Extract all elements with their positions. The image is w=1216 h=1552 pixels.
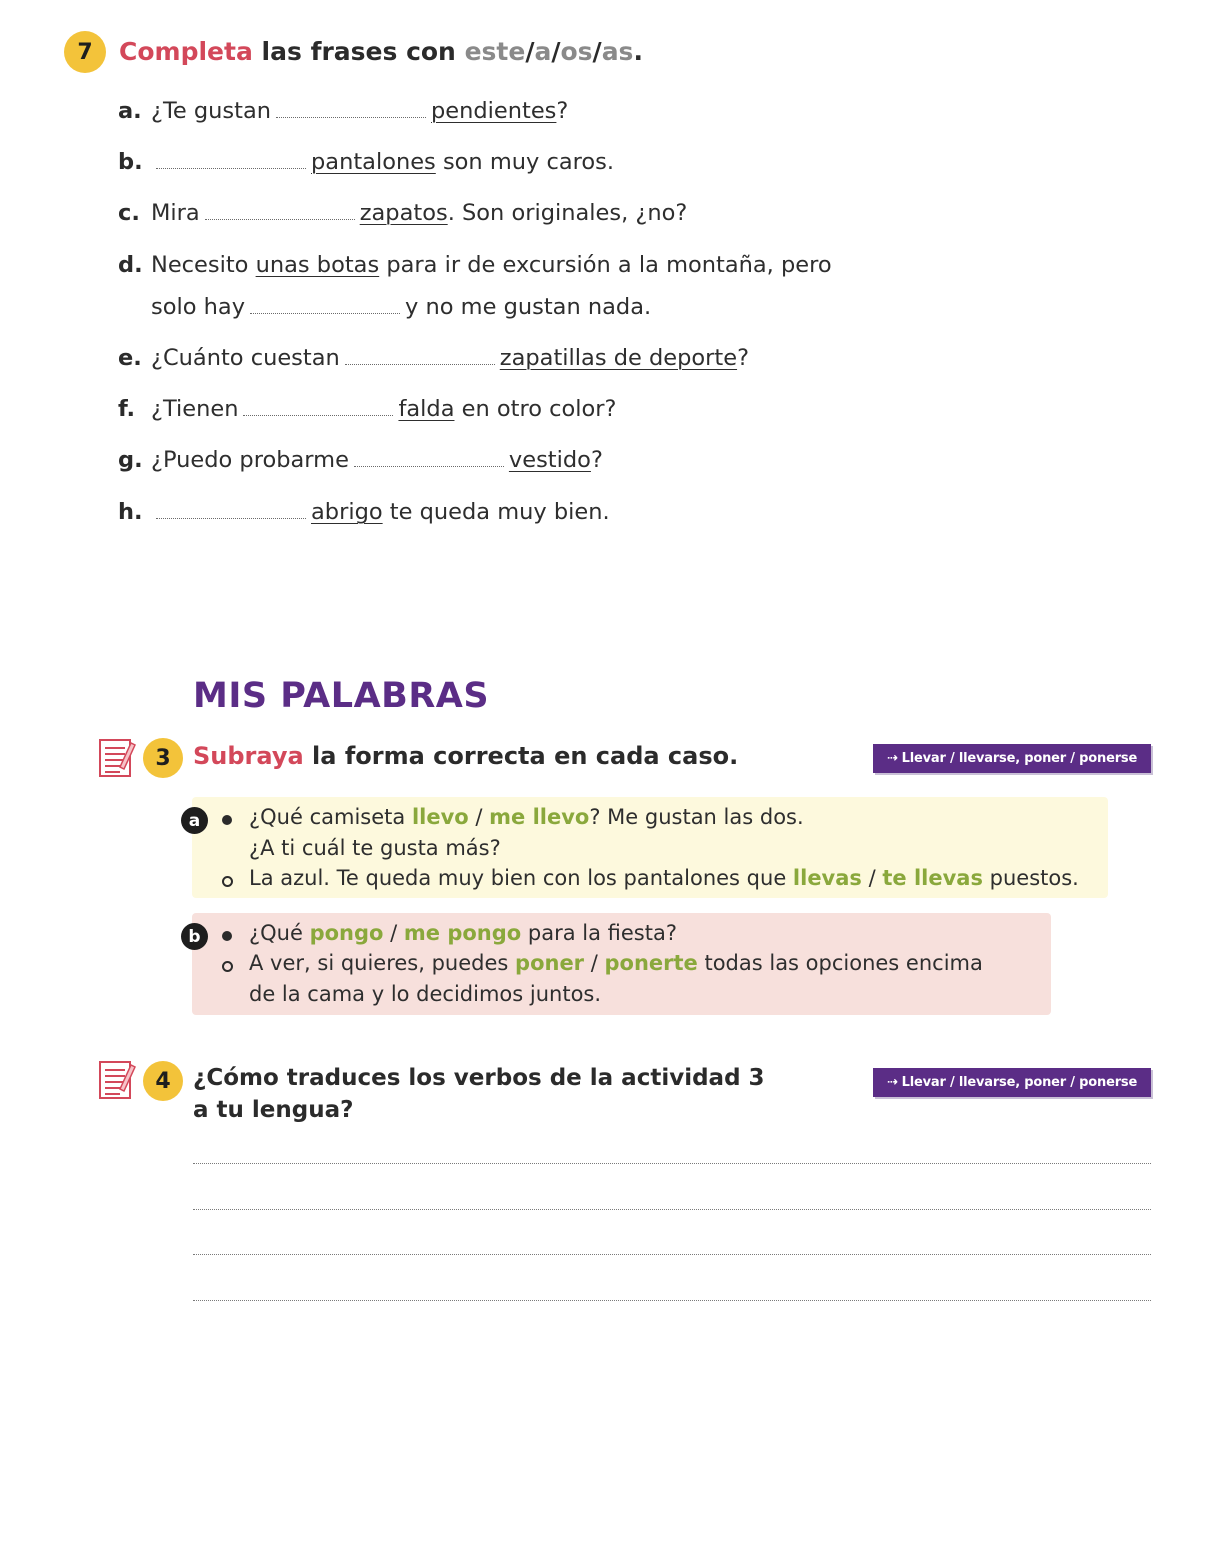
speaker-bullet-open xyxy=(222,961,233,972)
exercise-item-a: a. ¿Te gustan pendientes? xyxy=(118,98,569,124)
activity-3-heading: Subraya la forma correcta en cada caso. xyxy=(193,742,739,770)
answer-blank[interactable] xyxy=(156,517,306,519)
option-llevas[interactable]: llevas xyxy=(792,866,862,890)
answer-blank[interactable] xyxy=(345,363,495,365)
notebook-icon xyxy=(98,737,136,779)
option-me-pongo[interactable]: me pongo xyxy=(403,921,522,945)
dialogue-a-line-3: La azul. Te queda muy bien con los pantalones que llevas / te llevas puestos. xyxy=(249,866,1079,890)
answer-blank[interactable] xyxy=(250,312,400,314)
dialogue-b-line-3: de la cama y lo decidimos juntos. xyxy=(249,982,602,1006)
dialogue-b-line-2: A ver, si quieres, puedes poner / ponerte todas las opciones encima xyxy=(249,951,983,975)
exercise-item-g: g. ¿Puedo probarme vestido? xyxy=(118,447,603,473)
activity-3-number: 3 xyxy=(143,738,183,778)
dotted-arrow-icon: ⇢ xyxy=(886,1075,898,1090)
speaker-bullet-open xyxy=(222,876,233,887)
dialogue-a-line-2: ¿A ti cuál te gusta más? xyxy=(249,836,501,860)
answer-writing-line[interactable] xyxy=(193,1254,1151,1255)
activity-7-number: 7 xyxy=(64,31,106,73)
answer-blank[interactable] xyxy=(354,465,504,467)
dotted-arrow-icon: ⇢ xyxy=(886,751,898,766)
exercise-item-e: e. ¿Cuánto cuestan zapatillas de deporte? xyxy=(118,345,750,371)
activity-4-number: 4 xyxy=(143,1061,183,1101)
dialogue-letter-b: b xyxy=(181,923,208,950)
answer-blank[interactable] xyxy=(276,116,426,118)
vocabulary-tag[interactable]: ⇢ Llevar / llevarse, poner / ponerse xyxy=(873,744,1151,773)
exercise-item-f: f. ¿Tienen falda en otro color? xyxy=(118,396,617,422)
answer-blank[interactable] xyxy=(243,414,393,416)
option-pongo[interactable]: pongo xyxy=(309,921,384,945)
answer-writing-line[interactable] xyxy=(193,1163,1151,1164)
dialogue-letter-a: a xyxy=(181,807,208,834)
activity-4-question-line-2: a tu lengua? xyxy=(193,1097,354,1123)
dialogue-b-line-1: ¿Qué pongo / me pongo para la fiesta? xyxy=(249,921,677,945)
vocabulary-tag[interactable]: ⇢ Llevar / llevarse, poner / ponerse xyxy=(873,1068,1151,1097)
answer-writing-line[interactable] xyxy=(193,1300,1151,1301)
exercise-item-d: d. Necesito unas botas para ir de excursión a la montaña, pero xyxy=(118,252,832,278)
activity-7-heading: Completa las frases con este/a/os/as. xyxy=(119,37,643,66)
activity-4-question-line-1: ¿Cómo traduces los verbos de la actividad 3 xyxy=(193,1065,765,1091)
exercise-item-h: h. abrigo te queda muy bien. xyxy=(118,499,610,525)
dialogue-a-line-1: ¿Qué camiseta llevo / me llevo? Me gustan las dos. xyxy=(249,805,804,829)
option-te-llevas[interactable]: te llevas xyxy=(882,866,983,890)
exercise-item-d-line2: solo hay y no me gustan nada. xyxy=(151,294,652,320)
speaker-bullet-filled xyxy=(222,815,232,825)
notebook-icon xyxy=(98,1059,136,1101)
answer-writing-line[interactable] xyxy=(193,1209,1151,1210)
option-llevo[interactable]: llevo xyxy=(411,805,469,829)
answer-blank[interactable] xyxy=(156,167,306,169)
answer-blank[interactable] xyxy=(205,218,355,220)
section-title: MIS PALABRAS xyxy=(193,676,490,716)
option-poner[interactable]: poner xyxy=(515,951,585,975)
option-me-llevo[interactable]: me llevo xyxy=(489,805,590,829)
exercise-item-c: c. Mira zapatos. Son originales, ¿no? xyxy=(118,200,688,226)
option-ponerte[interactable]: ponerte xyxy=(604,951,698,975)
speaker-bullet-filled xyxy=(222,931,232,941)
exercise-item-b: b. pantalones son muy caros. xyxy=(118,149,615,175)
